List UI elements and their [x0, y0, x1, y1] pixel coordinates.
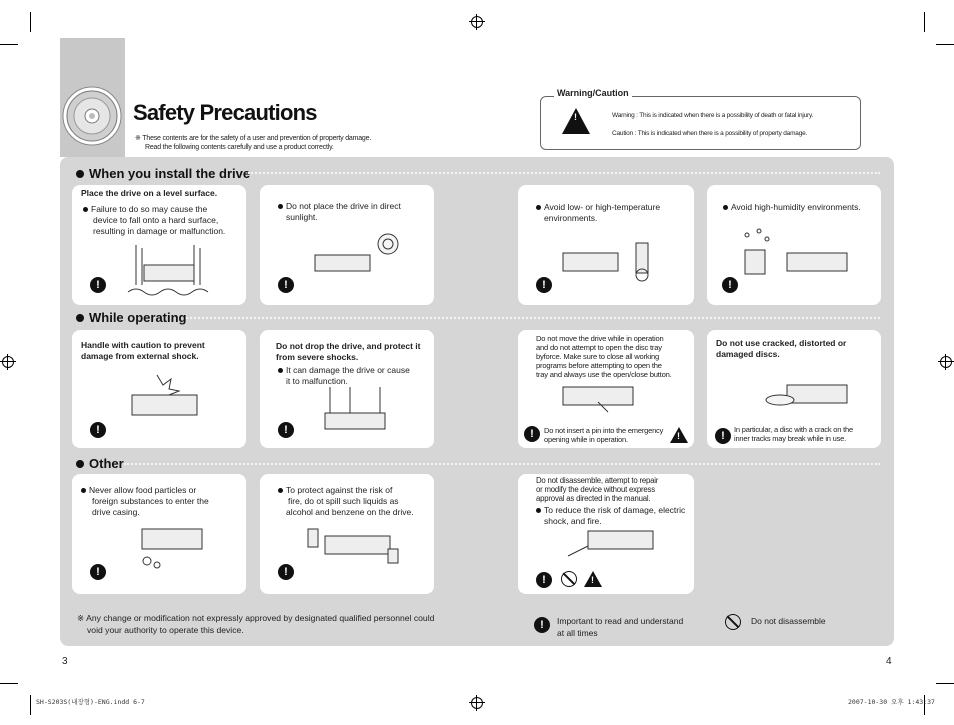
page-number-left: 3 [62, 656, 68, 667]
crop-mark [30, 12, 31, 32]
card-temperature [518, 185, 694, 305]
section-title-operating: While operating [76, 310, 187, 325]
intro-text: ※ These contents are for the safety of a user and prevention of property damage. Read the following contents carefully and use a product correctly. [135, 135, 372, 151]
important-icon: ! [536, 277, 552, 293]
card-text: Avoid high-humidity environments. [723, 202, 861, 213]
card-warning-text: In particular, a disc with a crack on the inner tracks may break while in use. [734, 425, 853, 443]
crop-mark [0, 683, 18, 684]
card-text: Failure to do so may cause the device to fall onto a hard surface, resulting in damage or malfunction. [83, 204, 225, 237]
registration-mark [940, 356, 952, 368]
drop-drive-illustration [310, 385, 420, 440]
section-divider [186, 317, 880, 319]
important-icon: ! [90, 277, 106, 293]
section-divider [124, 463, 880, 465]
crop-mark [936, 683, 954, 684]
card-text: To protect against the risk of fire, do ot spill such liquids as alcohol and benzene on the drive. [278, 485, 414, 518]
card-warning-text: Do not insert a pin into the emergency opening while in operation. [544, 426, 664, 444]
card-text: It can damage the drive or cause it to malfunction. [278, 365, 410, 387]
important-icon: ! [278, 277, 294, 293]
disassemble-drive-illustration [563, 526, 673, 566]
sunlight-drive-illustration [310, 230, 410, 280]
card-food-particles [72, 474, 246, 594]
footer-important-text: Important to read and understand at all times [557, 616, 684, 638]
crop-mark [936, 44, 954, 45]
no-disassemble-icon [725, 614, 741, 630]
no-disassemble-icon [561, 571, 577, 587]
card-text: Do not disassemble, attempt to repair or modify the device without express approval as directed in the manual. [536, 476, 659, 503]
important-icon: ! [278, 564, 294, 580]
important-icon: ! [524, 426, 540, 442]
humidity-drive-illustration [737, 225, 867, 280]
footer-filename: SH-S203S(내장형)-ENG.indd 6-7 [36, 698, 145, 706]
card-heading: Handle with caution to prevent damage from external shock. [81, 340, 205, 361]
legend-warning-text: Warning : This is indicated when there is a possibility of death or fatal injury. [612, 112, 814, 119]
card-text-bullet: To reduce the risk of damage, electric shock, and fire. [536, 505, 685, 527]
important-icon: ! [722, 277, 738, 293]
temperature-drive-illustration [558, 233, 668, 283]
registration-mark [2, 356, 14, 368]
page-title: Safety Precautions [133, 100, 317, 125]
section-divider [248, 172, 880, 174]
important-icon: ! [534, 617, 550, 633]
card-cracked-discs [707, 330, 881, 448]
crop-mark [30, 695, 31, 715]
footer-disassemble-text: Do not disassemble [751, 616, 826, 626]
card-text: Avoid low- or high-temperature environments. [536, 202, 660, 224]
card-level-surface [72, 185, 246, 305]
card-drop-drive [260, 330, 434, 448]
caution-triangle-icon [670, 427, 688, 443]
section-title-other: Other [76, 456, 124, 471]
falling-drive-illustration [124, 240, 214, 300]
card-text: Do not place the drive in direct sunlight. [278, 201, 401, 223]
important-icon: ! [278, 422, 294, 438]
legend-title: Warning/Caution [554, 88, 632, 98]
pin-drive-illustration [558, 382, 658, 422]
important-icon: ! [90, 564, 106, 580]
page-number-right: 4 [886, 656, 892, 667]
liquid-drive-illustration [300, 524, 410, 569]
important-icon: ! [536, 572, 552, 588]
card-heading: Place the drive on a level surface. [81, 188, 218, 198]
cracked-disc-illustration [762, 370, 862, 415]
card-liquids [260, 474, 434, 594]
registration-mark [471, 16, 483, 28]
caution-triangle-icon [584, 571, 602, 587]
section-title-install: When you install the drive [76, 166, 250, 181]
card-heading: Do not drop the drive, and protect it from severe shocks. [276, 341, 421, 362]
card-text: Do not move the drive while in operation and do not attempt to open the disc tray byforce. Make sure to close all working programs before attempting to open the tray and always use the open/close button. [536, 334, 672, 379]
footer-note: ※ Any change or modification not expressly approved by designated qualified personnel could void your authority to operate this device. [77, 613, 435, 635]
card-disassemble [518, 474, 694, 594]
card-move-drive [518, 330, 694, 448]
footer-date: 2007-10-30 오후 1:43:37 [848, 698, 935, 706]
crop-mark [0, 44, 18, 45]
legend-caution-text: Caution : This is indicated when there is a possibility of property damage. [612, 130, 808, 137]
card-external-shock [72, 330, 246, 448]
card-humidity [707, 185, 881, 305]
crop-mark [924, 12, 925, 32]
important-icon: ! [715, 428, 731, 444]
card-direct-sunlight [260, 185, 434, 305]
cd-disc-icon [62, 86, 122, 146]
important-icon: ! [90, 422, 106, 438]
shock-drive-illustration [122, 370, 222, 425]
card-heading: Do not use cracked, distorted or damaged discs. [716, 338, 847, 359]
registration-mark [471, 697, 483, 709]
caution-triangle-inner [566, 112, 586, 132]
food-drive-illustration [127, 519, 217, 574]
card-text: Never allow food particles or foreign substances to enter the drive casing. [81, 485, 209, 518]
